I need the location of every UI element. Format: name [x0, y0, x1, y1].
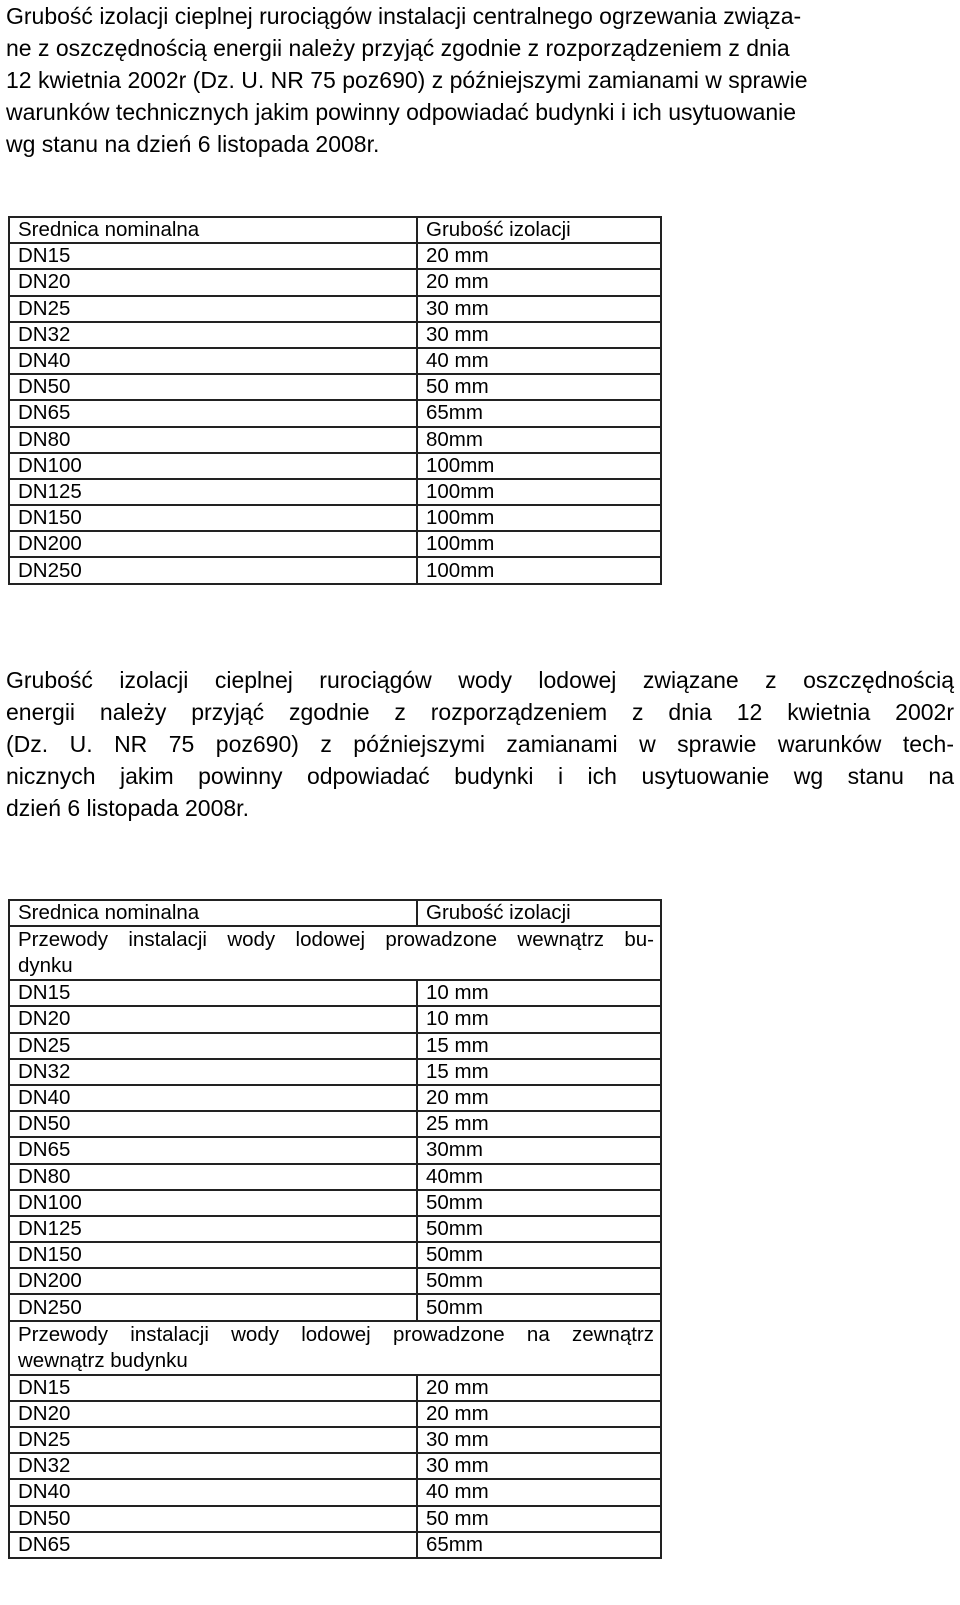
cell-insulation-thickness: 25 mm [417, 1111, 661, 1137]
cell-insulation-thickness: 15 mm [417, 1059, 661, 1085]
section-label-line: Przewody instalacji wody lodowej prowadzone na zewnątrz [18, 1322, 654, 1346]
paragraph-line: nicznych jakim powinny odpowiadać budynki i ich usytuowanie wg stanu na [6, 763, 954, 789]
section-label-inside-building [9, 926, 661, 980]
cell-nominal-diameter: DN250 [9, 1294, 417, 1320]
cell-nominal-diameter: DN200 [9, 531, 417, 557]
paragraph-line: warunków technicznych jakim powinny odpowiadać budynki i ich usytuowanie [6, 99, 797, 125]
table-row [9, 269, 661, 295]
section-label-line: wewnątrz budynku [18, 1348, 188, 1372]
table-row [9, 505, 661, 531]
table-row [9, 1085, 661, 1111]
table-row [9, 1006, 661, 1032]
table-row [9, 453, 661, 479]
cell-insulation-thickness: 30 mm [417, 1453, 661, 1479]
section-label-line: Przewody instalacji wody lodowej prowadzone wewnątrz bu- [18, 928, 654, 952]
cell-insulation-thickness: 15 mm [417, 1033, 661, 1059]
cell-nominal-diameter: DN50 [9, 1506, 417, 1532]
cell-nominal-diameter: DN150 [9, 505, 417, 531]
table-row [9, 1427, 661, 1453]
table-row [9, 1033, 661, 1059]
cell-nominal-diameter: DN125 [9, 1216, 417, 1242]
chilled-water-insulation-table [8, 899, 662, 1559]
cell-insulation-thickness: 50mm [417, 1190, 661, 1216]
paragraph-line: Grubość izolacji cieplnej rurociągów wody lodowej związane z oszczędnością [6, 667, 954, 693]
cell-insulation-thickness: 100mm [417, 557, 661, 583]
table-row [9, 1268, 661, 1294]
table-row [9, 427, 661, 453]
cell-nominal-diameter: DN80 [9, 427, 417, 453]
cell-nominal-diameter: DN20 [9, 1401, 417, 1427]
cell-insulation-thickness: 80mm [417, 427, 661, 453]
cell-insulation-thickness: 50 mm [417, 374, 661, 400]
table-row [9, 400, 661, 426]
section-row-outside-building [9, 1321, 661, 1375]
cell-insulation-thickness: 20 mm [417, 1085, 661, 1111]
cell-nominal-diameter: DN15 [9, 980, 417, 1006]
paragraph-line: energii należy przyjąć zgodnie z rozporządzeniem z dnia 12 kwietnia 2002r [6, 699, 954, 725]
cell-insulation-thickness: 20 mm [417, 243, 661, 269]
table-row [9, 557, 661, 583]
table-row [9, 1506, 661, 1532]
cell-nominal-diameter: DN20 [9, 269, 417, 295]
cell-nominal-diameter: DN25 [9, 296, 417, 322]
cell-nominal-diameter: DN50 [9, 374, 417, 400]
cell-nominal-diameter: DN50 [9, 1111, 417, 1137]
cell-nominal-diameter: DN100 [9, 453, 417, 479]
cell-nominal-diameter: DN40 [9, 348, 417, 374]
header-nominal-diameter: Srednica nominalna [9, 900, 417, 926]
table-row [9, 1401, 661, 1427]
cell-nominal-diameter: DN25 [9, 1033, 417, 1059]
table-row [9, 1242, 661, 1268]
chilled-water-outside-section [9, 1321, 661, 1558]
cell-nominal-diameter: DN100 [9, 1190, 417, 1216]
chilled-water-insulation-table-body [9, 900, 661, 1321]
section-label-outside-building [9, 1321, 661, 1375]
cell-nominal-diameter: DN80 [9, 1164, 417, 1190]
cell-insulation-thickness: 50mm [417, 1242, 661, 1268]
table-row [9, 1137, 661, 1163]
paragraph-line: ne z oszczędnością energii należy przyjąć zgodnie z rozporządzeniem z dnia [6, 35, 790, 61]
cell-insulation-thickness: 65mm [417, 400, 661, 426]
cell-insulation-thickness: 50 mm [417, 1506, 661, 1532]
table-row [9, 374, 661, 400]
cell-insulation-thickness: 30 mm [417, 322, 661, 348]
table-row [9, 322, 661, 348]
cell-insulation-thickness: 40mm [417, 1164, 661, 1190]
cell-nominal-diameter: DN32 [9, 1059, 417, 1085]
cell-nominal-diameter: DN15 [9, 243, 417, 269]
paragraph-line: (Dz. U. NR 75 poz690) z późniejszymi zamianami w sprawie warunków tech- [6, 731, 954, 757]
cell-nominal-diameter: DN150 [9, 1242, 417, 1268]
heating-insulation-table-body [9, 217, 661, 584]
table-row [9, 1059, 661, 1085]
cell-insulation-thickness: 50mm [417, 1294, 661, 1320]
cell-nominal-diameter: DN25 [9, 1427, 417, 1453]
cell-nominal-diameter: DN65 [9, 400, 417, 426]
cell-nominal-diameter: DN40 [9, 1085, 417, 1111]
intro-paragraph-heating [6, 0, 954, 160]
paragraph-line: wg stanu na dzień 6 listopada 2008r. [6, 131, 380, 157]
cell-nominal-diameter: DN250 [9, 557, 417, 583]
table-row [9, 1375, 661, 1401]
table-header-row [9, 217, 661, 243]
cell-insulation-thickness: 50mm [417, 1216, 661, 1242]
cell-insulation-thickness: 40 mm [417, 348, 661, 374]
cell-insulation-thickness: 30 mm [417, 1427, 661, 1453]
table-row [9, 1453, 661, 1479]
section-label-line: dynku [18, 954, 73, 978]
table-row [9, 1216, 661, 1242]
cell-insulation-thickness: 20 mm [417, 1401, 661, 1427]
table-row [9, 1111, 661, 1137]
table-row [9, 1164, 661, 1190]
cell-insulation-thickness: 10 mm [417, 1006, 661, 1032]
cell-insulation-thickness: 20 mm [417, 269, 661, 295]
heating-insulation-table [8, 216, 662, 585]
cell-insulation-thickness: 30mm [417, 1137, 661, 1163]
table-row [9, 479, 661, 505]
table-row [9, 1479, 661, 1505]
cell-nominal-diameter: DN20 [9, 1006, 417, 1032]
table-row [9, 1190, 661, 1216]
cell-insulation-thickness: 20 mm [417, 1375, 661, 1401]
cell-nominal-diameter: DN32 [9, 322, 417, 348]
table-row [9, 531, 661, 557]
cell-insulation-thickness: 30 mm [417, 296, 661, 322]
cell-insulation-thickness: 100mm [417, 453, 661, 479]
cell-insulation-thickness: 100mm [417, 479, 661, 505]
cell-nominal-diameter: DN32 [9, 1453, 417, 1479]
cell-nominal-diameter: DN65 [9, 1137, 417, 1163]
paragraph-line: 12 kwietnia 2002r (Dz. U. NR 75 poz690) z późniejszymi zamianami w sprawie [6, 67, 808, 93]
cell-nominal-diameter: DN65 [9, 1532, 417, 1558]
cell-insulation-thickness: 100mm [417, 531, 661, 557]
intro-paragraph-chilled-water [6, 664, 954, 824]
table-row [9, 980, 661, 1006]
table-row [9, 1294, 661, 1320]
table-row [9, 296, 661, 322]
section-row-inside-building [9, 926, 661, 980]
paragraph-line: dzień 6 listopada 2008r. [6, 795, 249, 821]
cell-nominal-diameter: DN15 [9, 1375, 417, 1401]
table-row [9, 243, 661, 269]
header-nominal-diameter: Srednica nominalna [9, 217, 417, 243]
cell-insulation-thickness: 50mm [417, 1268, 661, 1294]
header-insulation-thickness: Grubość izolacji [417, 217, 661, 243]
cell-insulation-thickness: 10 mm [417, 980, 661, 1006]
cell-nominal-diameter: DN125 [9, 479, 417, 505]
cell-insulation-thickness: 100mm [417, 505, 661, 531]
paragraph-line: Grubość izolacji cieplnej rurociągów instalacji centralnego ogrzewania związa- [6, 3, 802, 29]
table-header-row [9, 900, 661, 926]
table-row [9, 1532, 661, 1558]
cell-insulation-thickness: 65mm [417, 1532, 661, 1558]
cell-insulation-thickness: 40 mm [417, 1479, 661, 1505]
cell-nominal-diameter: DN200 [9, 1268, 417, 1294]
cell-nominal-diameter: DN40 [9, 1479, 417, 1505]
header-insulation-thickness: Grubość izolacji [417, 900, 661, 926]
table-row [9, 348, 661, 374]
